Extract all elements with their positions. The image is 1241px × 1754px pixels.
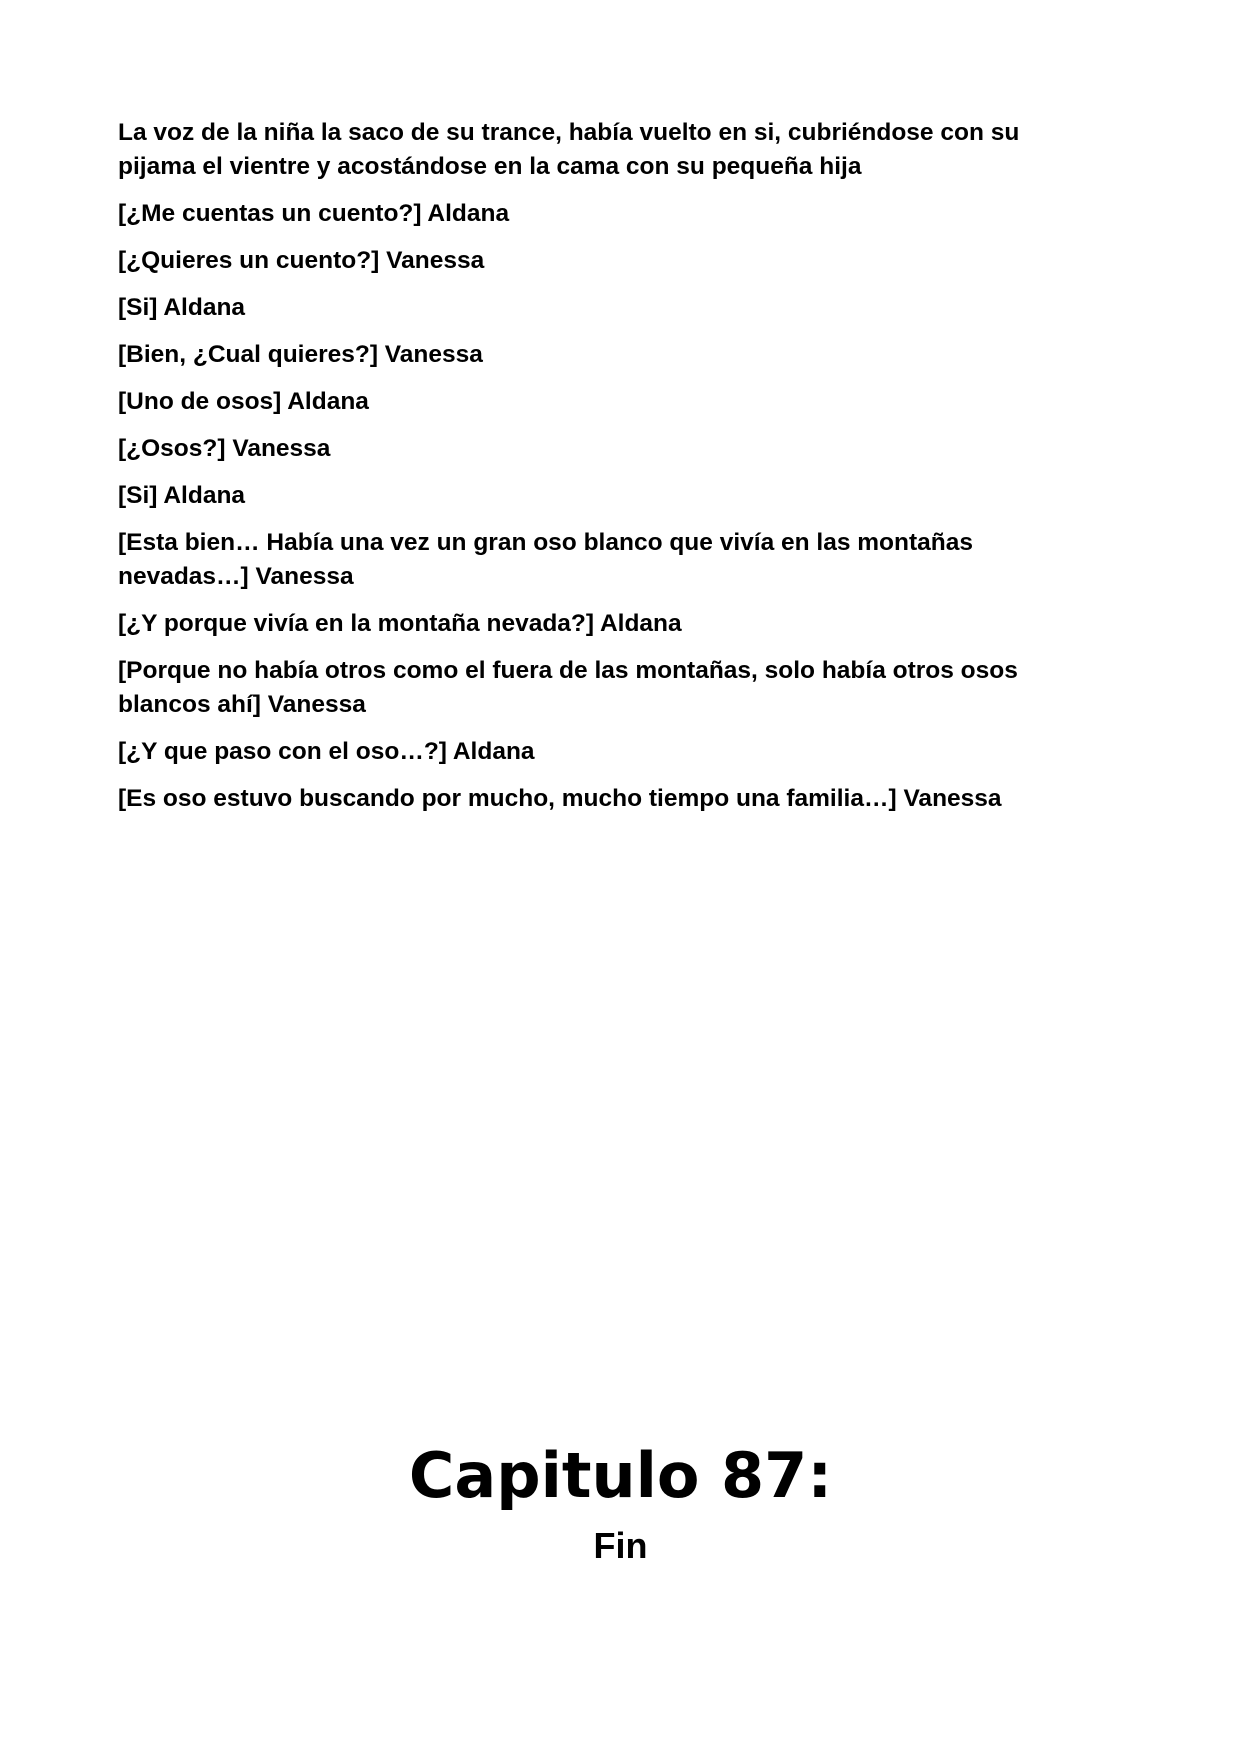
paragraph: [¿Y porque vivía en la montaña nevada?] Aldana [118,610,682,637]
paragraph: [Si] Aldana [118,482,246,509]
paragraph: La voz de la niña la saco de su trance, había vuelto en si, cubriéndose con su pijama el vientre y acostándose en la cama con su pequeña hija [118,119,1020,180]
paragraph: [¿Quieres un cuento?] Vanessa [118,247,485,274]
chapter-title: Capitulo 87: [408,1439,833,1512]
paragraph: [Porque no había otros como el fuera de las montañas, solo había otros osos blancos ahí] Vanessa [118,657,1018,718]
paragraph: [¿Y que paso con el oso…?] Aldana [118,738,535,765]
paragraph: [Si] Aldana [118,294,246,321]
paragraph: [¿Osos?] Vanessa [118,435,331,462]
paragraph: [Bien, ¿Cual quieres?] Vanessa [118,341,483,368]
paragraph: [Es oso estuvo buscando por mucho, mucho tiempo una familia…] Vanessa [118,785,1002,812]
paragraph: [¿Me cuentas un cuento?] Aldana [118,200,510,227]
story-text [118,116,1078,829]
chapter-subtitle: Fin [593,1525,648,1566]
paragraph: [Uno de osos] Aldana [118,388,369,415]
paragraph: [Esta bien… Había una vez un gran oso blanco que vivía en las montañas nevadas…] Vanessa [118,529,973,590]
